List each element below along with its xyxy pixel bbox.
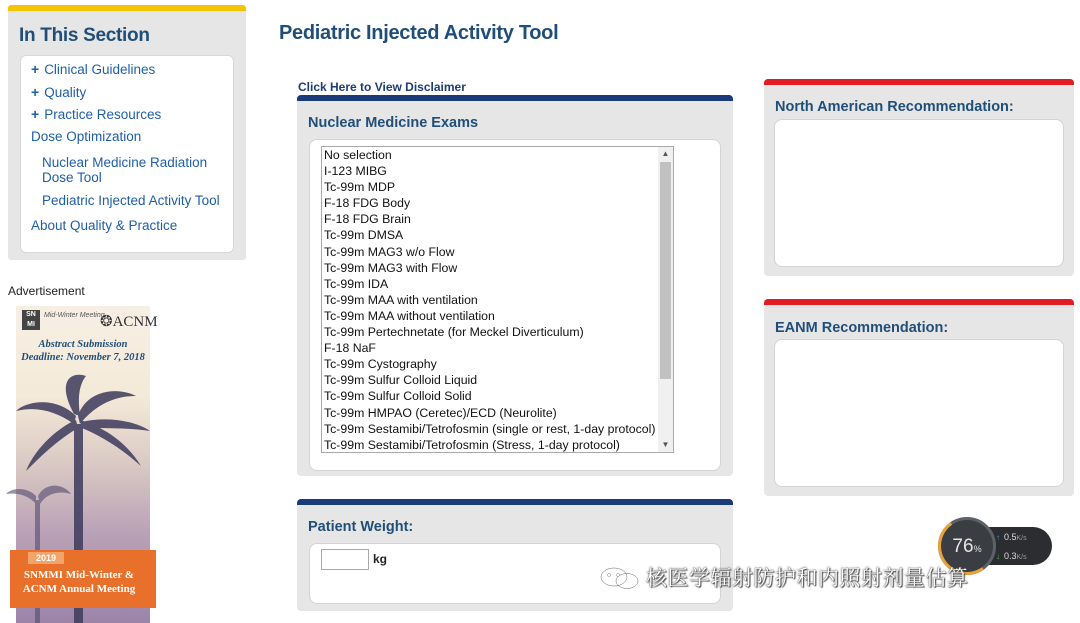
- cpu-percent: 76%: [952, 536, 982, 557]
- ad-logos: [22, 310, 158, 332]
- sidebar-item-pediatric-tool[interactable]: Pediatric Injected Activity Tool: [42, 193, 220, 208]
- exam-option[interactable]: Tc-99m MAA with ventilation: [324, 292, 478, 307]
- exam-option[interactable]: F-18 NaF: [324, 341, 376, 356]
- exam-option[interactable]: Tc-99m Sestamibi/Tetrofosmin (Stress, 1-day protocol): [324, 437, 620, 452]
- exam-option[interactable]: Tc-99m IDA: [324, 276, 389, 291]
- ad-year: 2019: [28, 552, 64, 564]
- exam-option[interactable]: Tc-99m Sestamibi/Tetrofosmin (single or rest, 1-day protocol): [324, 421, 656, 436]
- sidebar-item-nuclear-medicine-dose-tool[interactable]: [42, 155, 207, 185]
- sidebar-item-practice-resources[interactable]: [31, 106, 161, 122]
- download-arrow-icon: ↓: [996, 552, 1000, 561]
- abstract-deadline-text: Abstract Submission Deadline: November 7, 2018: [21, 339, 145, 363]
- advertisement-banner[interactable]: [16, 306, 158, 623]
- sidebar-item-about-quality[interactable]: About Quality & Practice: [31, 218, 178, 233]
- expand-plus-icon: +: [31, 84, 40, 100]
- sidebar-item-label-line2: Dose Tool: [42, 170, 102, 185]
- exam-option[interactable]: Tc-99m Pertechnetate (for Meckel Diverticulum): [324, 325, 584, 340]
- listbox-scrollbar[interactable]: [658, 147, 673, 452]
- wechat-icon: [599, 566, 641, 590]
- watermark-text: 核医学辐射防护和内照射剂量估算: [646, 566, 969, 590]
- sidebar-item-clinical-guidelines[interactable]: [31, 61, 155, 77]
- expand-plus-icon: +: [31, 106, 40, 122]
- download-speed: ↓ 0.3K/s: [996, 551, 1027, 561]
- north-american-recommendation-panel: [764, 79, 1074, 276]
- ad-meeting-text: SNMMI Mid-Winter & ACNM Annual Meeting: [22, 569, 136, 595]
- exam-option[interactable]: Tc-99m MDP: [324, 180, 396, 195]
- eanm-title: EANM Recommendation:: [775, 320, 949, 336]
- exams-panel-title: Nuclear Medicine Exams: [308, 115, 479, 131]
- acnm-logo: ❂ACNM: [100, 314, 158, 330]
- exam-options: [324, 147, 660, 453]
- snmmi-logo: SN MI: [22, 310, 40, 330]
- exam-option[interactable]: Tc-99m Sulfur Colloid Liquid: [324, 373, 478, 388]
- scroll-down-arrow-icon[interactable]: ▼: [661, 440, 670, 449]
- exam-option[interactable]: Tc-99m MAA without ventilation: [324, 308, 495, 323]
- north-american-title: North American Recommendation:: [775, 99, 1014, 115]
- exam-option[interactable]: F-18 FDG Body: [324, 196, 411, 211]
- expand-plus-icon: +: [31, 61, 40, 77]
- sidebar-item-label: Clinical Guidelines: [44, 62, 156, 77]
- exam-option[interactable]: Tc-99m MAG3 with Flow: [324, 260, 458, 275]
- north-american-result: [774, 119, 1064, 267]
- exam-option[interactable]: Tc-99m MAG3 w/o Flow: [324, 244, 455, 259]
- patient-weight-input[interactable]: [321, 549, 369, 570]
- exam-option[interactable]: F-18 FDG Brain: [324, 212, 411, 227]
- sidebar-item-quality[interactable]: [31, 84, 86, 100]
- mid-winter-logo: Mid-Winter Meeting: [44, 312, 105, 319]
- section-title: In This Section: [19, 25, 150, 46]
- upload-arrow-icon: ↑: [996, 533, 1000, 542]
- advertisement-label: Advertisement: [8, 284, 85, 298]
- exam-option[interactable]: Tc-99m Sulfur Colloid Solid: [324, 389, 472, 404]
- exam-option[interactable]: Tc-99m DMSA: [324, 228, 404, 243]
- exam-select-listbox[interactable]: [321, 146, 674, 453]
- exam-option[interactable]: No selection: [324, 148, 392, 162]
- page-title: Pediatric Injected Activity Tool: [279, 22, 559, 44]
- exam-option[interactable]: Tc-99m Cystography: [324, 357, 437, 372]
- weight-unit-label: kg: [373, 552, 388, 566]
- exam-option[interactable]: I-123 MIBG: [324, 164, 387, 179]
- sidebar-item-dose-optimization[interactable]: Dose Optimization: [31, 129, 142, 144]
- weight-panel-title: Patient Weight:: [308, 519, 414, 535]
- upload-speed: ↑ 0.5K/s: [996, 532, 1027, 542]
- eanm-result: [774, 339, 1064, 487]
- sidebar-item-label-line1: Nuclear Medicine Radiation: [42, 155, 208, 170]
- scroll-up-arrow-icon[interactable]: ▲: [661, 149, 670, 158]
- eanm-recommendation-panel: [764, 299, 1074, 496]
- exam-option[interactable]: Tc-99m HMPAO (Ceretec)/ECD (Neurolite): [324, 405, 557, 420]
- disclaimer-link[interactable]: Click Here to View Disclaimer: [298, 80, 466, 94]
- sidebar-item-label: Quality: [44, 85, 87, 100]
- scroll-thumb[interactable]: [660, 162, 671, 379]
- sidebar-item-label: Practice Resources: [44, 107, 162, 122]
